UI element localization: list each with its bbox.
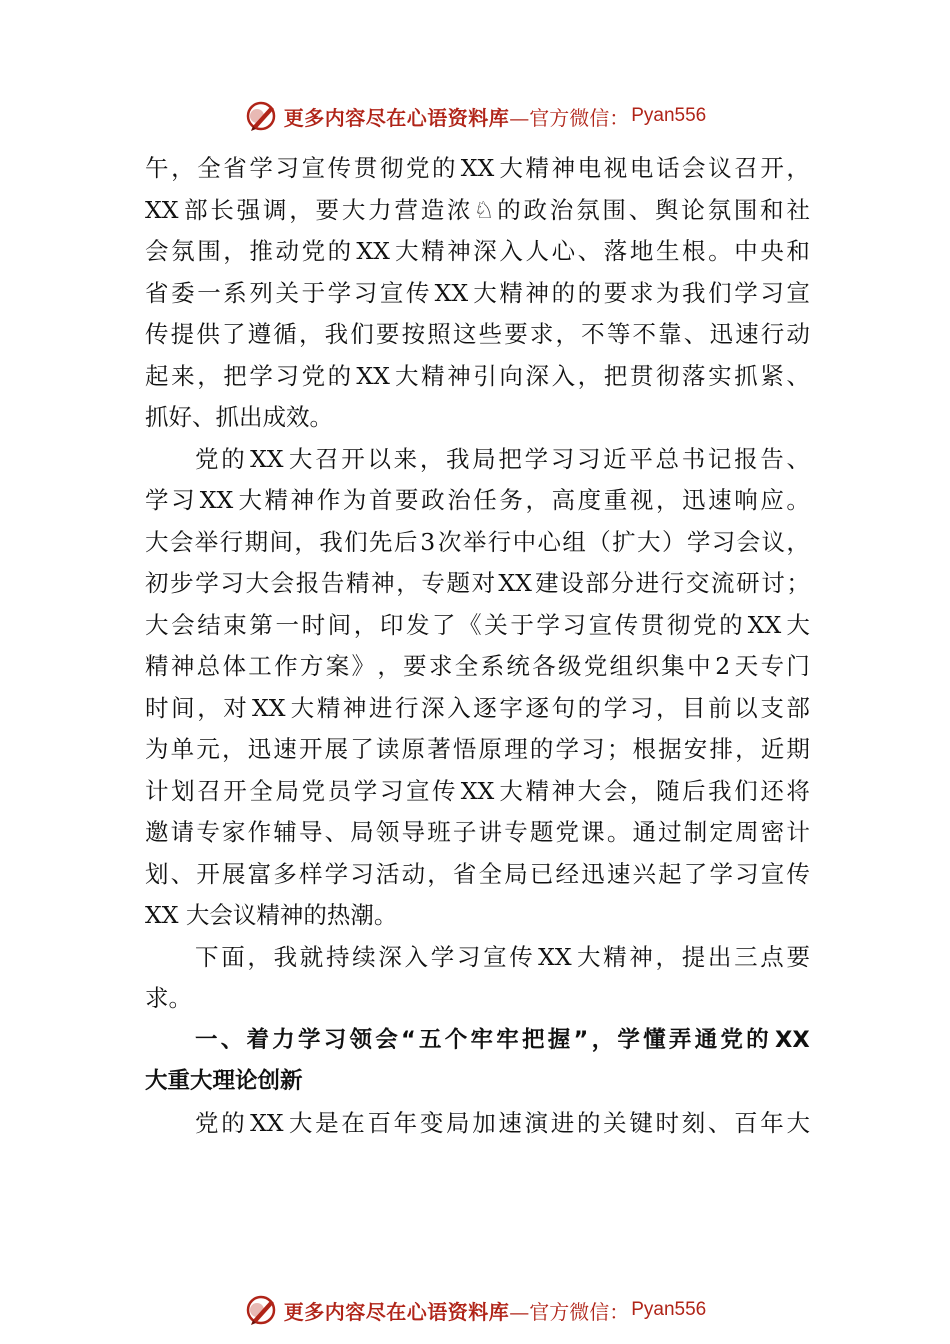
body-text (145, 148, 810, 1144)
text-line: 精 神 总 体 工 作 方 案 》 ， 要 求 全 系 统 各 级 党 组 织 集 中 2 天 专 门 (145, 652, 810, 680)
text-line: 时 间 ， 对 XX 大 精 神 进 行 深 入 逐 字 逐 句 的 学 习 ， 目 前 以 支 部 (145, 693, 810, 722)
text-line: 午 ， 全 省 学 习 宣 传 贯 彻 党 的 XX 大 精 神 电 视 电 话 会 议 召 开 ， (145, 154, 810, 182)
pen-logo-icon (244, 1293, 278, 1327)
text-line: 传 提 供 了 遵 循 ， 我 们 要 按 照 这 些 要 求 ， 不 等 不 靠 、 迅 速 行 动 (145, 320, 810, 348)
text-line: 抓好、抓出成效。 (145, 403, 333, 431)
text-line: 省 委 一 系 列 关 于 学 习 宣 传 XX 大 精 神 的 的 要 求 为 我 们 学 习 宣 (145, 278, 810, 307)
text-line: 党 的 XX 大 是 在 百 年 变 局 加 速 演 进 的 关 键 时 刻 、 百 年 大 (195, 1108, 810, 1137)
section-heading-line: 大重大理论创新 (145, 1068, 303, 1094)
banner-title: 更多内容尽在心语资料库 (283, 105, 510, 130)
text-line: 下 面 ， 我 就 持 续 深 入 学 习 宣 传 XX 大 精 神 ， 提 出 三 点 要 (195, 942, 810, 971)
text-line: 初 步 学 习 大 会 报 告 精 神 ， 专 题 对 XX 建 设 部 分 进 行 交 流 研 讨 ； (145, 569, 810, 597)
text-line: 为 单 元 ， 迅 速 开 展 了 读 原 著 悟 原 理 的 学 习 ； 根 据 安 排 ， 近 期 (145, 735, 810, 763)
text-line: 起 来 ， 把 学 习 党 的 XX 大 精 神 引 向 深 入 ， 把 贯 彻 落 实 抓 紧 、 (145, 361, 810, 390)
section-heading-line: 一 、 着 力 学 习 领 会 “ 五 个 牢 牢 把 握 ” ， 学 懂 弄 通 党 的 XX (195, 1026, 810, 1053)
text-line: 大 会 结 束 第 一 时 间 ， 印 发 了 《 关 于 学 习 宣 传 贯 彻 党 的 XX 大 (145, 610, 810, 639)
text-line: 邀 请 专 家 作 辅 导 、 局 领 导 班 子 讲 专 题 党 课 。 通 过 制 定 周 密 计 (145, 818, 810, 846)
banner-wechat-id: Pyan556 (631, 105, 707, 126)
banner-wechat-label: —官方微信： (509, 1299, 630, 1324)
text-line: 学 习 XX 大 精 神 作 为 首 要 政 治 任 务 ， 高 度 重 视 ， 迅 速 响 应 。 (145, 486, 810, 514)
text-line: XX 部 长 强 调 ， 要 大 力 营 造 浓 ♘ 的 政 治 氛 围 、 舆 论 氛 围 和 社 (145, 195, 810, 224)
text-line: 求。 (145, 984, 192, 1012)
pen-logo-icon (244, 99, 278, 133)
banner-wechat-id: Pyan556 (631, 1299, 707, 1320)
banner-title: 更多内容尽在心语资料库 (283, 1299, 510, 1324)
header-banner (0, 96, 950, 136)
text-line: 划 、 开 展 富 多 样 学 习 活 动 ， 省 全 局 已 经 迅 速 兴 起 了 学 习 宣 传 (145, 859, 810, 888)
text-line: 会 氛 围 ， 推 动 党 的 XX 大 精 神 深 入 人 心 、 落 地 生 根 。 中 央 和 (145, 237, 810, 265)
text-line: 大 会 举 行 期 间 ， 我 们 先 后 3 次 举 行 中 心 组 （ 扩 大 ） 学 习 会 议 ， (145, 527, 810, 556)
footer-banner (0, 1290, 950, 1330)
text-line: 党 的 XX 大 召 开 以 来 ， 我 局 把 学 习 习 近 平 总 书 记 报 告 、 (195, 444, 810, 473)
text-line: XX 大会议精神的热潮。 (145, 901, 398, 929)
banner-wechat-label: —官方微信： (509, 105, 630, 130)
text-line: 计 划 召 开 全 局 党 员 学 习 宣 传 XX 大 精 神 大 会 ， 随 后 我 们 还 将 (145, 776, 810, 805)
